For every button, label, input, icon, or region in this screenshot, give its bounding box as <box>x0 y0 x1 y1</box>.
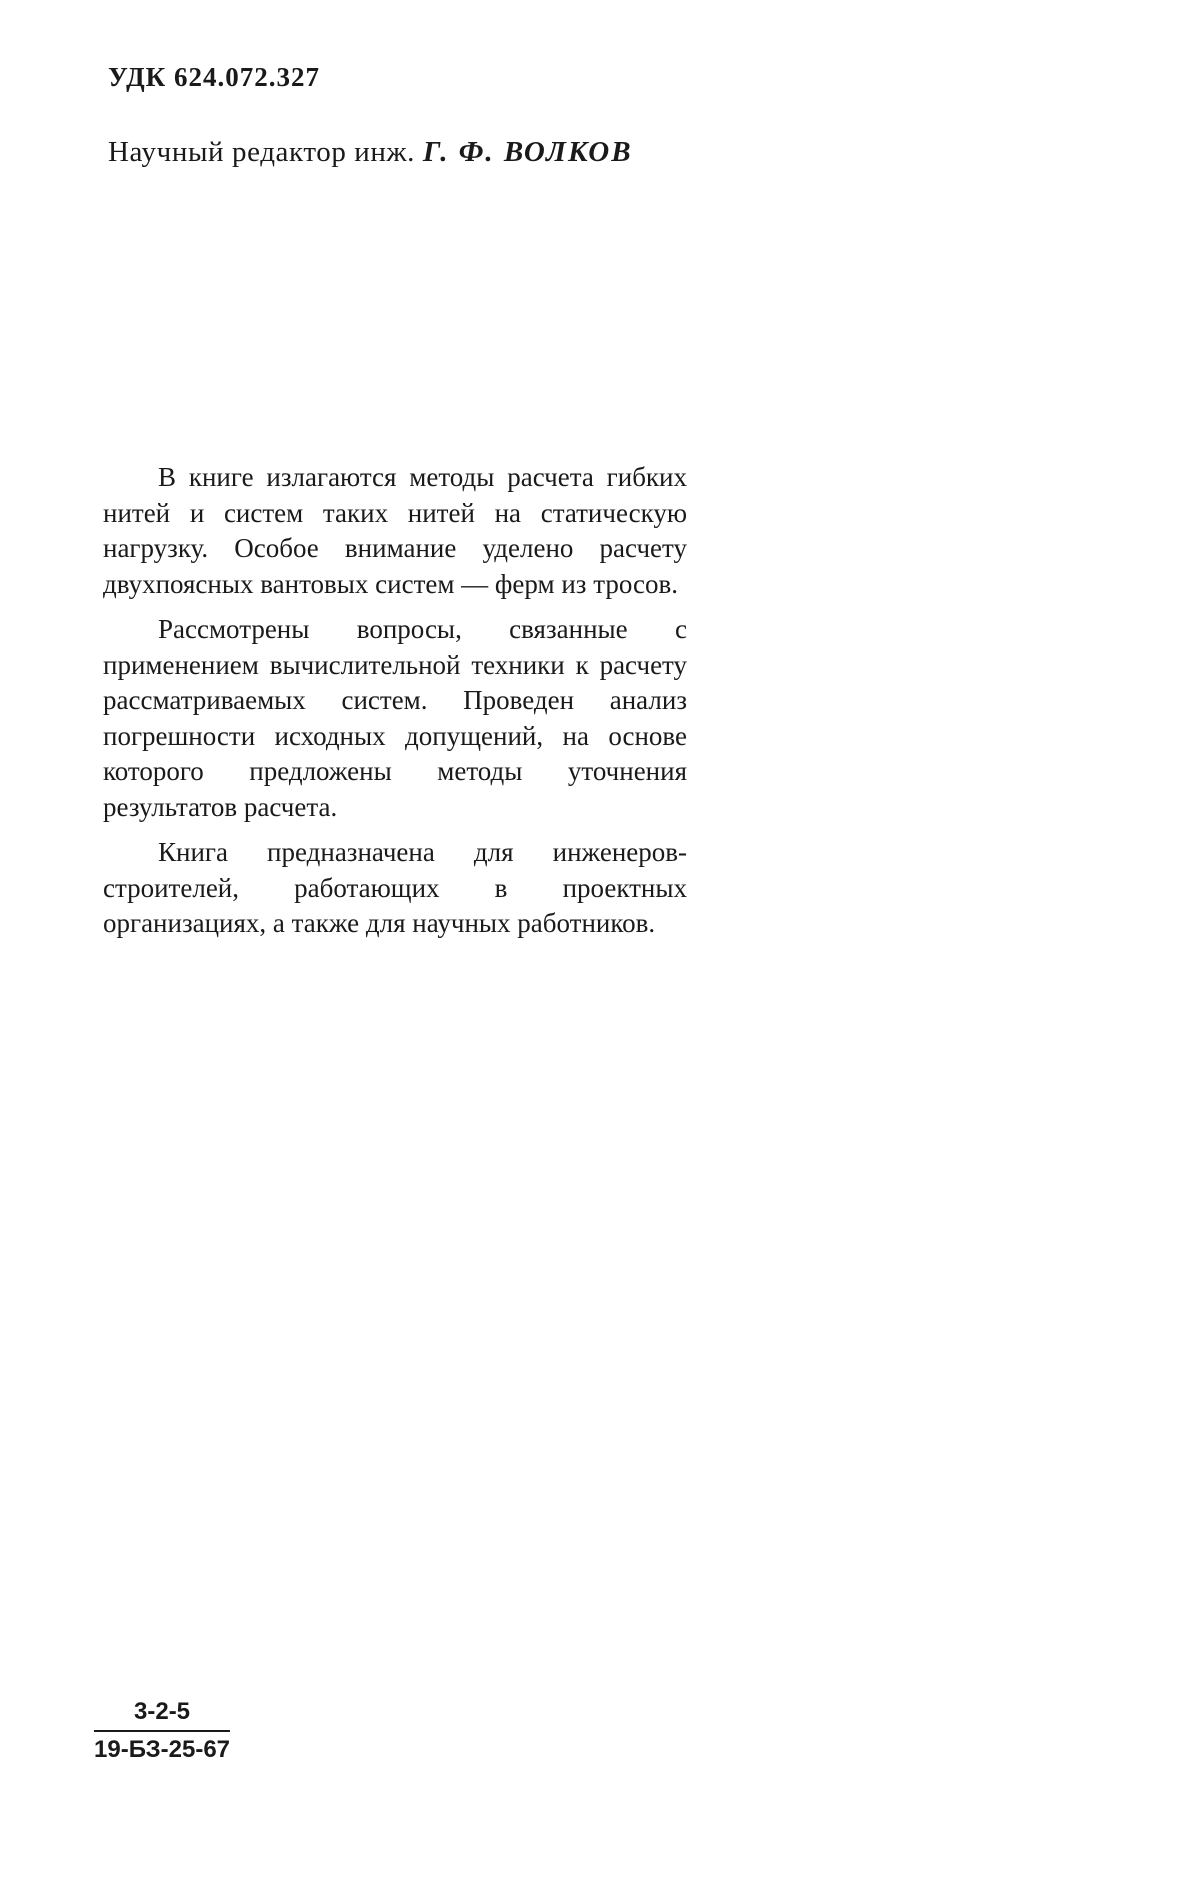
abstract-paragraph-2: Рассмотрены вопросы, связанные с применением вычислительной техники к расчету рассматриваемых систем. Проведен анализ погрешности исходных допущений, на основе которого предложены методы уточнения результатов расчета. <box>103 614 687 822</box>
udc-code: УДК 624.072.327 <box>108 62 320 92</box>
scientific-editor-line <box>108 136 633 169</box>
abstract-paragraph-1: В книге излагаются методы расчета гибких нитей и систем таких нитей на статическую нагрузку. Особое внимание уделено расчету двухпоясных вантовых систем — ферм из тросов. <box>103 462 687 599</box>
imprint-denominator: 19-БЗ-25-67 <box>94 1736 231 1763</box>
imprint-code <box>94 1700 230 1762</box>
editor-label: Научный редактор инж. <box>108 136 415 168</box>
abstract-paragraph-3: Книга предназначена для инженеров-строителей, работающих в проектных организациях, а также для научных работников. <box>103 837 687 938</box>
book-abstract <box>103 460 687 952</box>
imprint-numerator: 3-2-5 <box>94 1700 230 1732</box>
editor-name: Г. Ф. ВОЛКОВ <box>422 136 633 168</box>
